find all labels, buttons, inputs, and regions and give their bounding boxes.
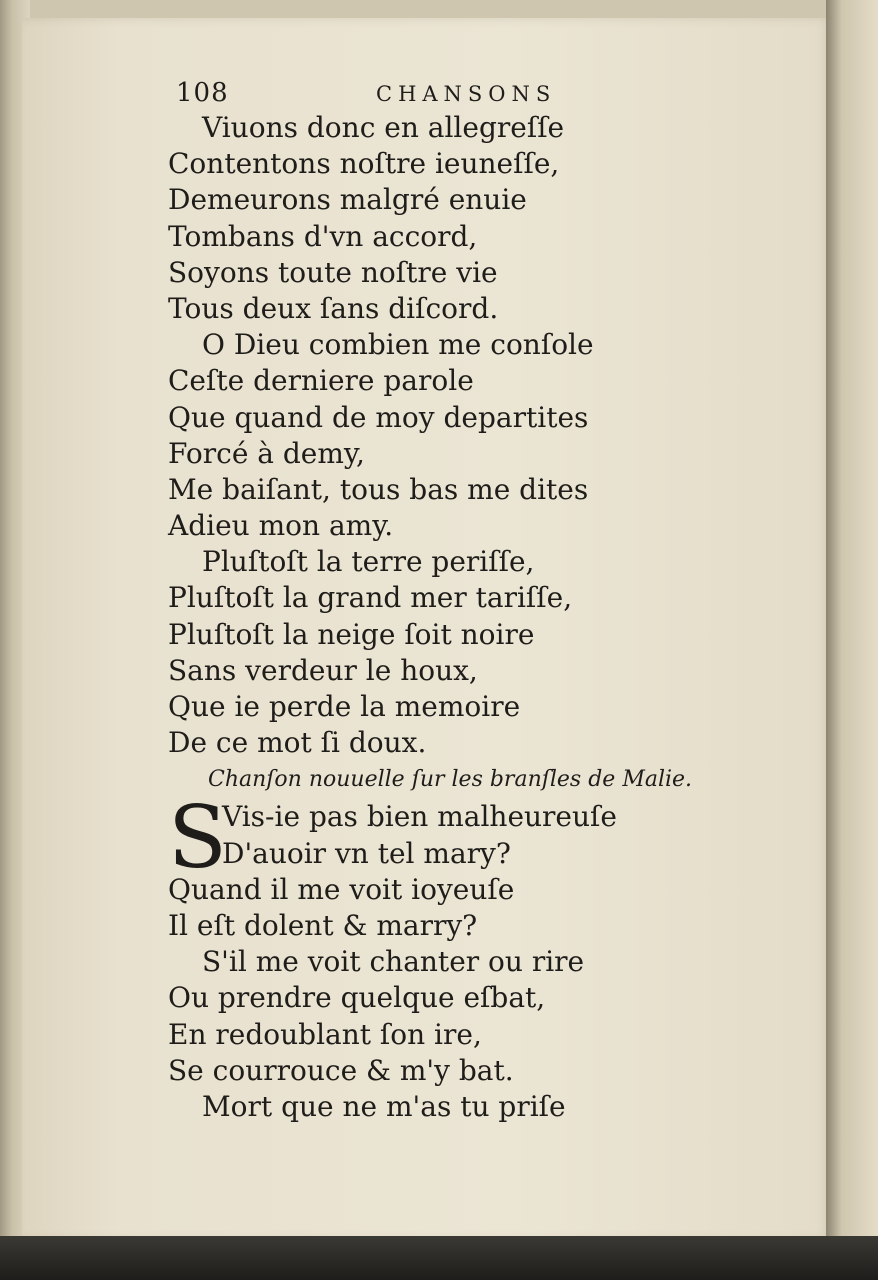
closing-line: Mort que ne m'as tu priſe <box>202 1089 566 1123</box>
page-gutter <box>826 0 878 1240</box>
verse-line: Que ie perde la memoire <box>168 690 521 723</box>
page-number: 108 <box>176 78 229 108</box>
verse-line: Pluſtoſt la terre periſſe, <box>202 545 535 579</box>
verse-line: Se courrouce & m'y bat. <box>168 1053 514 1087</box>
verse-line: Contentons noſtre ieuneſſe, <box>168 147 560 181</box>
verse-line: De ce mot ſi doux. <box>168 726 427 760</box>
verse-line: Tombans d'vn accord, <box>168 219 478 253</box>
verse-line: Tous deux ſans diſcord. <box>168 291 499 325</box>
verse-line: Ceſte derniere parole <box>168 364 474 398</box>
verse-line: Il eſt dolent & marry? <box>168 908 478 942</box>
verse-line: Vis-ie pas bien malheureuſe <box>222 800 617 834</box>
verse-line: Quand il me voit ioyeuſe <box>168 872 515 906</box>
verse-line: Ou prendre quelque eſbat, <box>168 981 546 1015</box>
page-text <box>168 72 808 1125</box>
stanza <box>168 944 808 1089</box>
verse-line: Me baiſant, tous bas me dites <box>168 472 589 506</box>
running-head: CHANSONS <box>376 82 557 106</box>
background-table <box>0 1236 878 1280</box>
drop-cap: S <box>168 788 227 889</box>
verse-line: D'auoir vn tel mary? <box>222 836 511 870</box>
verse-line: En redoublant ſon ire, <box>168 1017 482 1051</box>
verse-line: Pluſtoſt la grand mer tariſſe, <box>168 581 573 615</box>
verse-line: O Dieu combien me conſole <box>202 328 594 362</box>
verse-line: S'il me voit chanter ou rire <box>202 945 585 979</box>
verse-line: Que quand de moy departites <box>168 400 589 434</box>
verse-line: Demeurons malgré enuie <box>168 183 527 217</box>
verse-line: Pluſtoſt la neige ſoit noire <box>168 617 535 651</box>
stanza <box>168 110 808 327</box>
verse-line: Adieu mon amy. <box>168 509 394 543</box>
verse-line: Viuons donc en allegreſſe <box>202 111 565 144</box>
verse-line: Soyons toute noſtre vie <box>168 255 498 289</box>
stanza <box>168 544 808 761</box>
stanza <box>168 872 808 944</box>
page-header <box>168 72 808 110</box>
verse-line: Sans verdeur le houx, <box>168 653 478 687</box>
song-title: Chanſon nouuelle ſur les branſles de Malie. <box>208 767 693 793</box>
verse-line: Forcé à demy, <box>168 436 365 470</box>
stanza <box>168 327 808 544</box>
